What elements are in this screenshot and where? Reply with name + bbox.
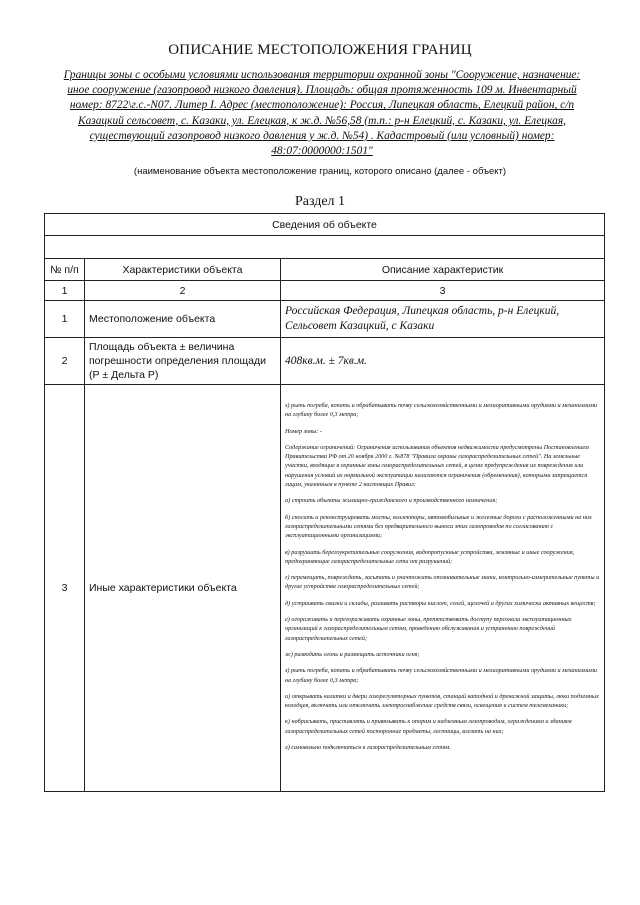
restriction-paragraph: л) самовольно подключаться к газораспределительным сетям. <box>285 744 451 752</box>
zone-number: Номер зоны: - <box>285 427 323 435</box>
row-value: 408кв.м. ± 7кв.м. <box>281 338 605 385</box>
restriction-paragraph: з) рыть погреба, копать и обрабатывать почву сельскохозяйственными и мелиоративными орудиями и механизмами на глубину более 0,3 метра; <box>285 667 598 684</box>
restriction-paragraph: д) устраивать свалки и склады, разливать растворы кислот, солей, щелочей и других химически активных веществ; <box>285 599 596 607</box>
object-info-table <box>44 213 605 792</box>
numbering-cell: 2 <box>85 281 281 301</box>
row-value: Российская Федерация, Липецкая область, р-н Елецкий, Сельсовет Казацкий, с Казаки <box>281 301 605 338</box>
table-row <box>45 385 605 792</box>
table-row <box>45 301 605 338</box>
table-columns-row <box>45 259 605 281</box>
column-header-description: Описание характеристик <box>281 259 605 281</box>
row-restrictions <box>281 385 605 792</box>
empty-cell <box>45 236 605 259</box>
numbering-cell: 3 <box>281 281 605 301</box>
restriction-paragraph: ж) разводить огонь и размещать источники огня; <box>285 650 420 658</box>
restriction-paragraph: е) огораживать и перегораживать охранные зоны, препятствовать доступу персонала эксплуатационных организаций к газораспределительным сетям, проведению обслуживания и устранению повреждений газораспределительных сетей; <box>285 616 572 642</box>
row-number: 2 <box>45 338 85 385</box>
section-title: Раздел 1 <box>294 194 346 209</box>
restriction-paragraph: в) разрушать берегоукрепительные сооружения, водопропускные устройства, земляные и иные сооружения, предохраняющие газораспределительные сети от разрушений; <box>285 548 575 565</box>
restriction-paragraph: б) сносить и реконструировать мосты, коллекторы, автомобильные и железные дороги с расположенными на них газораспределительными сетями без предварительного выноса этих газопроводов по согласованию с эксплуатационными организациями; <box>285 513 592 540</box>
table-numbering-row <box>45 281 605 301</box>
restriction-paragraph: г) перемещать, повреждать, засыпать и уничтожать опознавательные знаки, контрольно-измерительные пункты и другие устройства газораспределительных сетей; <box>285 574 600 591</box>
restriction-paragraph: и) открывать калитки и двери газорегуляторных пунктов, станций катодной и дренажной защиты, люки подземных колодцев, включать или отключать электроснабжение средств связи, освещения и систем телемеханики; <box>285 692 599 710</box>
row-number: 3 <box>45 385 85 792</box>
restriction-paragraph: к) набрасывать, приставлять и привязывать к опорам и надземным газопроводам, ограждениям и зданиям газораспределительных сетей посторонние предметы, лестницы, влезать на них; <box>285 718 572 735</box>
column-header-number: № п/п <box>45 259 85 281</box>
row-characteristic: Площадь объекта ± величина погрешности определения площади (Р ± Дельта Р) <box>85 338 281 385</box>
document-title: ОПИСАНИЕ МЕСТОПОЛОЖЕНИЯ ГРАНИЦ <box>168 42 472 58</box>
table-row <box>45 338 605 385</box>
object-description: Границы зоны с особыми условиями использования территории охранной зоны "Сооружение, назначение: иное сооружение (газопровод низкого давления). Площадь: общая протяженность 109 м. Инвентарный номер: 8722\г.с.-N07. Литер I. Адрес (местоположение): Россия, Липецкая область, Елецкий район, с/п Казацкий сельсовет, с. Казаки, ул. Елецкая, к ж.д. №56,58 (т.п.: р-н Елецкий, с. Казаки, ул. Елецкая, существующий газопровод низкого давления у ж.д. №54) . Кадастровый (или условный) номер: 48:07:0000000:1501" <box>63 69 581 158</box>
table-header: Сведения об объекте <box>45 214 605 236</box>
row-characteristic: Местоположение объекта <box>85 301 281 338</box>
table-empty-row <box>45 236 605 259</box>
row-number: 1 <box>45 301 85 338</box>
restriction-paragraph: з) рыть погреба, копать и обрабатывать почву сельскохозяйственными и мелиоративными орудиями и механизмами на глубину более 0,3 метра; <box>285 402 598 419</box>
numbering-cell: 1 <box>45 281 85 301</box>
column-header-characteristic: Характеристики объекта <box>85 259 281 281</box>
row-characteristic: Иные характеристики объекта <box>85 385 281 792</box>
restriction-paragraph: Содержание ограничений: Ограничения использования объектов недвижимости предусмотрены Постановлением Правительства РФ от 20 ноября 2000 г. №878 "Правила охраны газораспределительных сетей". На земельные участки, входящие в охранные зоны газораспределительных сетей, в целях предупреждения их повреждения или нарушения условий их нормальной эксплуатации налагаются ограничения (обременения), которыми запрещается лицам, указанным в пункте 2 настоящих Правил: <box>285 443 589 489</box>
restriction-paragraph: а) строить объекты жилищно-гражданского и производственного назначения; <box>285 497 498 505</box>
object-caption: (наименование объекта местоположение границ, которого описано (далее - объект) <box>133 166 507 177</box>
table-header-row <box>45 214 605 236</box>
